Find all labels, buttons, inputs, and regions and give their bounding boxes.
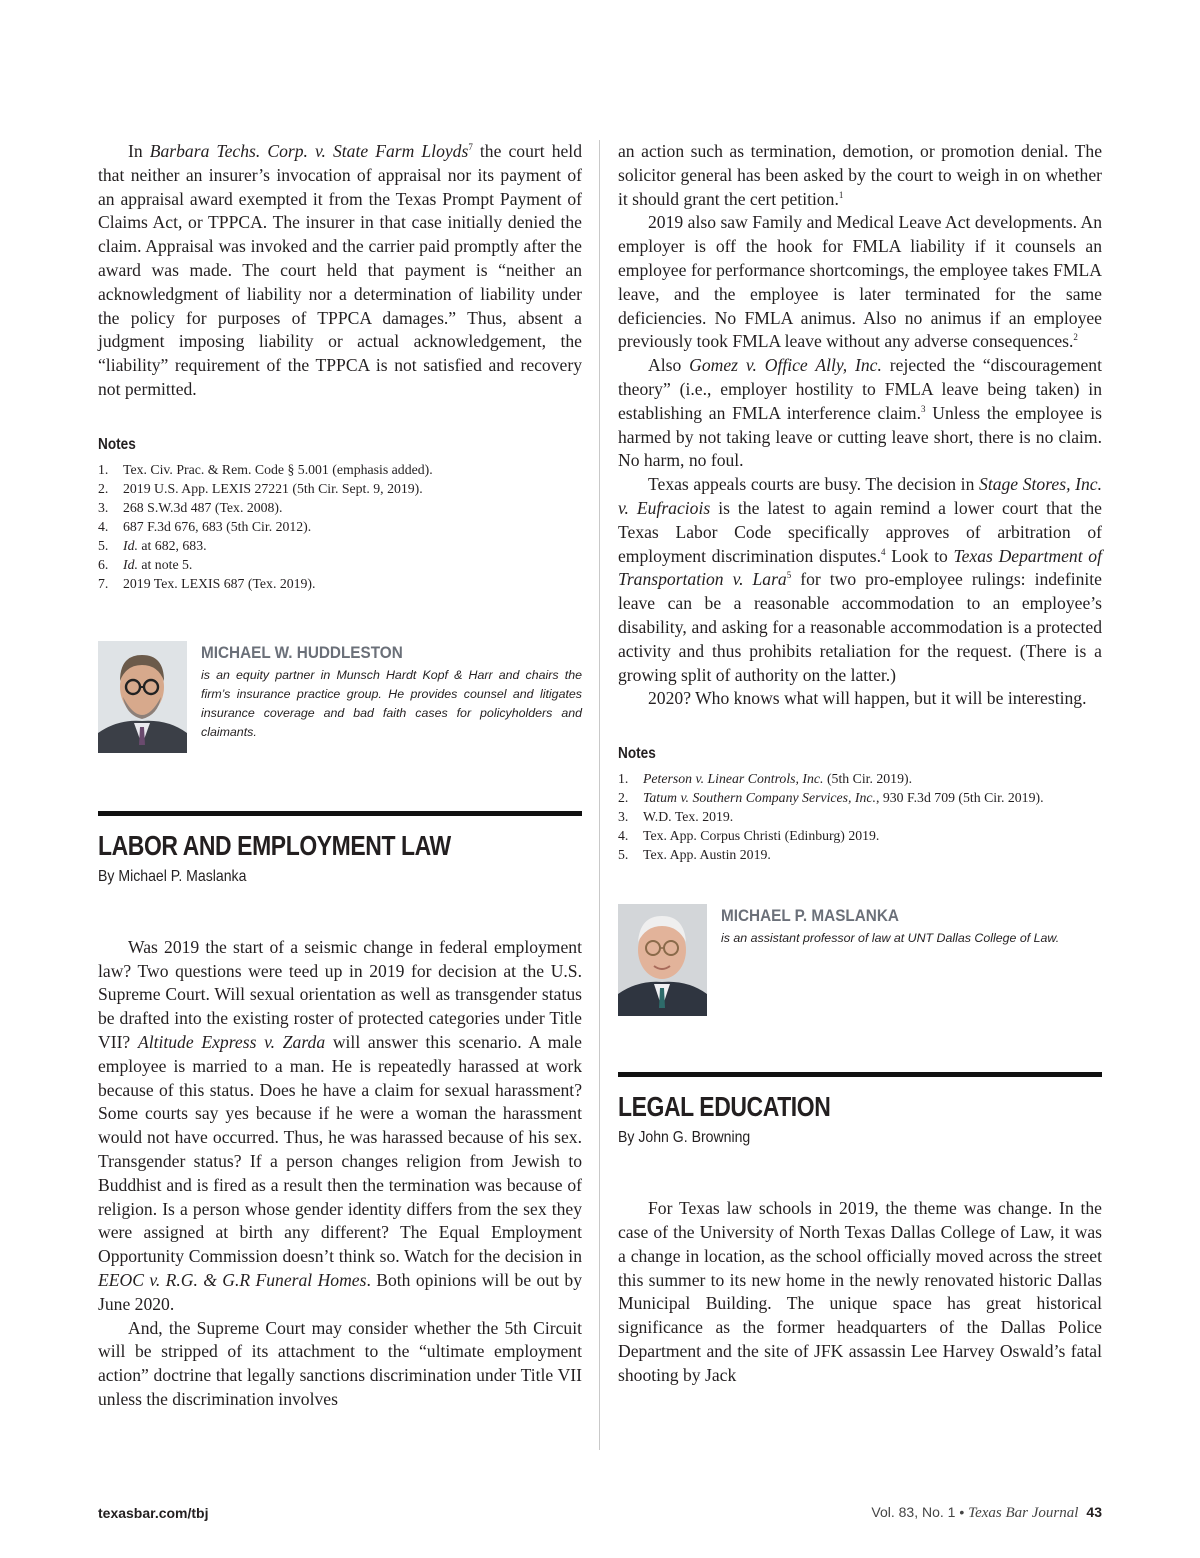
author-photo	[98, 641, 187, 753]
paragraph: In Barbara Techs. Corp. v. State Farm Lloyds$^7$ the court held that neither an insurer’s invocation of appraisal nor its payment of an appraisal award exempted it from the Texas Prompt Payment of Claims Act, or TPPCA. The insurer in that case initially denied the claim. Appraisal was invoked and the carrier paid promptly after the award was made. The court held that payment is “neither an acknowledgment of liability nor a determination of liability under the policy for purposes of TPPCA damages.” Thus, absent a judgment imposing liability or actual acknowledgement, the “liability” requirement of the TPPCA is not satisfied and recovery not permitted.	[98, 141, 582, 399]
author-description: is an equity partner in Munsch Hardt Kopf & Harr and chairs the firm’s insurance practice group. He provides counsel and litigates insurance coverage and bad faith cases for policyholders and claimants.	[201, 667, 582, 739]
right-column	[618, 140, 1102, 1388]
section-rule	[98, 811, 582, 816]
note-item: 1. Peterson v. Linear Controls, Inc. (5th Cir. 2019).	[618, 771, 913, 787]
section-rule	[618, 1072, 1102, 1077]
paragraph: Also Gomez v. Office Ally, Inc. rejected the “discouragement theory” (i.e., employer hostility to FMLA leave being taken) in establishing an FMLA interference claim.$^3$ Unless the employee is harmed by not taking leave or cutting leave short, there is no claim. No harm, no foul.	[618, 355, 1102, 471]
bio-text	[201, 641, 582, 753]
author-bio	[618, 904, 1102, 1016]
journal-title: Texas Bar Journal	[968, 1505, 1079, 1521]
paragraph: 2020? Who knows what will happen, but it will be interesting.	[648, 688, 1087, 709]
note-item: 2. Tatum v. Southern Company Services, Inc., 930 F.3d 709 (5th Cir. 2019).	[618, 790, 1044, 806]
note-item: 4. 687 F.3d 676, 683 (5th Cir. 2012).	[98, 518, 312, 534]
note-item: 5. Id. at 682, 683.	[98, 537, 207, 553]
note-item: 1. Tex. Civ. Prac. & Rem. Code § 5.001 (emphasis added).	[98, 461, 433, 477]
byline: By Michael P. Maslanka	[98, 867, 247, 885]
section-title: LEGAL EDUCATION	[618, 1091, 831, 1123]
author-photo	[618, 904, 707, 1016]
note-item: 7. 2019 Tex. LEXIS 687 (Tex. 2019).	[98, 575, 316, 591]
paragraph: Was 2019 the start of a seismic change in federal employment law? Two questions were teed up in 2019 for decision at the U.S. Supreme Court. Will sexual orientation as well as transgender status be drafted into the existing roster of protected categories under Title VII? Altitude Express v. Zarda will answer this scenario. A male employee is married to a man. He is repeatedly harassed at work because of this status. Does he have a claim for sexual harassment? Some courts say yes because if he were a woman the harassment would not have occurred. Thus, he was harassed because of his sex. Transgender status? If a person changes religion from Jewish to Buddhist and is fired as a result then the termination was because of religion. Is a person whose gender identity differs from the sex they were assigned at birth any different? The Equal Employment Opportunity Commission doesn’t think so. Watch for the decision in EEOC v. R.G. & G.R Funeral Homes. Both opinions will be out by June 2020.	[98, 936, 583, 1314]
footer-site-link[interactable]: texasbar.com/tbj	[98, 1505, 209, 1521]
page-number: 43	[1086, 1504, 1102, 1520]
paragraph: Texas appeals courts are busy. The decision in Stage Stores, Inc. v. Eufraciois is the latest to again remind a lower court that the Texas Labor Code specifically approves of arbitration of employment discrimination disputes.$^4$ Look to Texas Department of Transportation v. Lara$^5$ for two pro-employee rulings: indefinite leave can be a reasonable accommodation to an employee’s disability, and asking for a reasonable accommodation is a protected activity and thus prohibits retaliation for the request. (There is a growing split of authority on the latter.)	[618, 474, 1102, 685]
author-description: is an assistant professor of law at UNT Dallas College of Law.	[721, 931, 1060, 946]
bio-text	[721, 904, 1059, 1016]
notes-heading: Notes	[98, 435, 136, 453]
byline: By John G. Browning	[618, 1129, 751, 1147]
note-item: 5. Tex. App. Austin 2019.	[618, 847, 771, 863]
footer-issue-info: Vol. 83, No. 1 • Texas Bar Journal 43	[871, 1504, 1102, 1521]
note-item: 3. 268 S.W.3d 487 (Tex. 2008).	[98, 499, 283, 515]
note-item: 6. Id. at note 5.	[98, 556, 193, 572]
author-name: MICHAEL W. HUDDLESTON	[201, 642, 403, 662]
note-item: 4. Tex. App. Corpus Christi (Edinburg) 2019.	[618, 828, 880, 844]
column-divider	[599, 140, 600, 1450]
case-name: EEOC v. R.G. & G.R Funeral Homes	[98, 1269, 367, 1290]
notes-list	[618, 769, 1102, 864]
case-name: Stage Stores, Inc. v. Eufraciois	[618, 474, 1102, 518]
case-name: Gomez v. Office Ally, Inc.	[689, 355, 882, 376]
section-title: LABOR AND EMPLOYMENT LAW	[98, 829, 451, 861]
case-name: Texas Department of Transportation v. Lara	[618, 545, 1102, 590]
notes-list	[98, 460, 582, 593]
case-name: Altitude Express v. Zarda	[137, 1031, 326, 1052]
notes-heading: Notes	[618, 745, 656, 763]
paragraph: an action such as termination, demotion, or promotion denial. The solicitor general has been asked by the court to weigh in on whether it should grant the cert petition.$^1$	[618, 141, 1102, 209]
paragraph: 2019 also saw Family and Medical Leave Act developments. An employer is off the hook for FMLA liability if it counsels an employee for performance shortcomings, the employee takes FMLA leave, and the employee is later terminated for the same deficiencies. No FMLA animus. Also no animus if an employee previously took FMLA leave without any adverse consequences.$^2$	[618, 212, 1102, 352]
paragraph: And, the Supreme Court may consider whether the 5th Circuit will be stripped of its attachment to the “ultimate employment action” doctrine that legally sanctions discrimination under Title VII unless the discrimination involves	[98, 1317, 582, 1409]
case-name: Barbara Techs. Corp. v. State Farm Lloyds	[149, 141, 469, 161]
paragraph: For Texas law schools in 2019, the theme was change. In the case of the University of North Texas Dallas College of Law, it was a change in location, as the school officially moved across the street this summer to its new home in the newly renovated historic Dallas Municipal Building. The unique space has great historical significance as the former headquarters of the Dallas Police Department and the site of JFK assassin Lee Harvey Oswald’s fatal shooting by Jack	[618, 1198, 1102, 1385]
author-bio	[98, 641, 582, 753]
left-column	[98, 140, 582, 1412]
note-item: 2. 2019 U.S. App. LEXIS 27221 (5th Cir. Sept. 9, 2019).	[98, 480, 423, 496]
note-item: 3. W.D. Tex. 2019.	[618, 809, 734, 825]
author-name: MICHAEL P. MASLANKA	[721, 906, 899, 926]
